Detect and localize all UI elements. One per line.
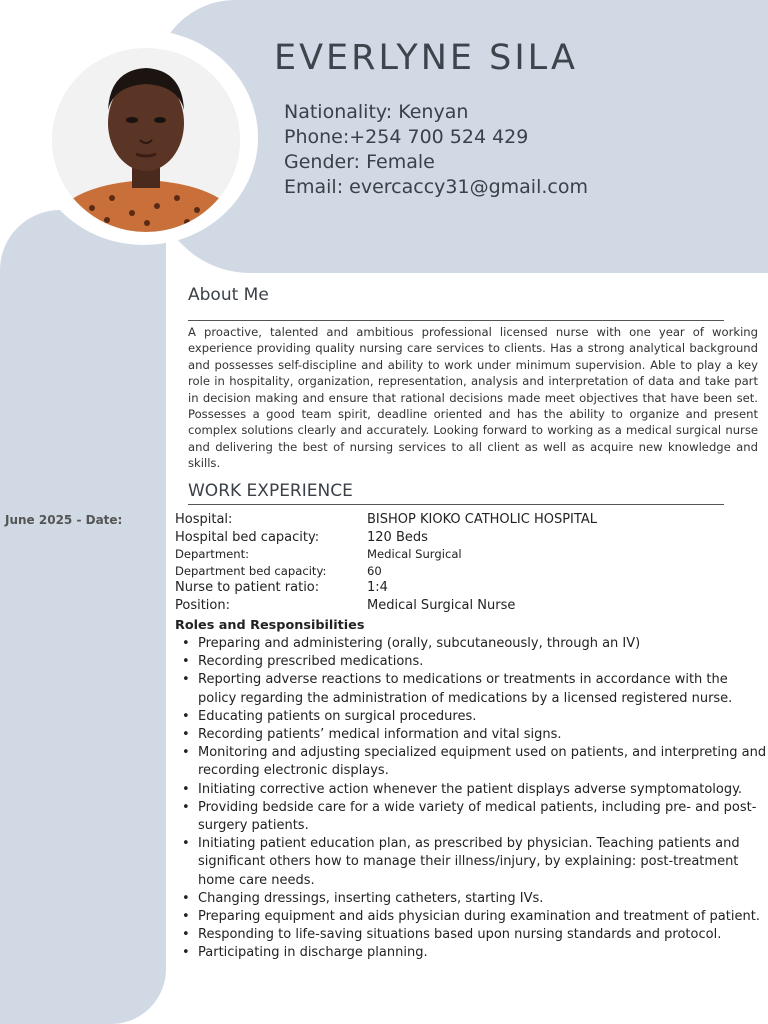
detail-row — [175, 530, 765, 548]
phone: Phone:+254 700 524 429 — [284, 126, 529, 148]
list-item: • Preparing and administering (orally, subcutaneously, through an IV) — [198, 635, 768, 653]
about-title: About Me — [188, 285, 269, 305]
list-item: • Recording patients’ medical information and vital signs. — [198, 726, 768, 744]
list-item: • Providing bedside care for a wide variety of medical patients, including pre- and post-surgery patients. — [198, 799, 768, 835]
list-item: • Initiating corrective action whenever the patient displays adverse symptomatology. — [198, 781, 768, 799]
work-divider — [188, 504, 724, 505]
detail-value: BISHOP KIOKO CATHOLIC HOSPITAL — [367, 512, 597, 527]
list-item: • Recording prescribed medications. — [198, 653, 768, 671]
about-divider — [188, 320, 724, 321]
detail-label: Position: — [175, 597, 230, 613]
detail-label: Department: — [175, 547, 250, 561]
list-item: • Initiating patient education plan, as prescribed by physician. Teaching patients and significant others how to manage their illness/injury, by explaining: post-treatment home care needs. — [198, 835, 768, 890]
detail-value: 60 — [367, 563, 382, 578]
contact-info — [284, 100, 588, 200]
list-item: • Educating patients on surgical procedures. — [198, 708, 768, 726]
employment-date: June 2025 - Date: — [5, 513, 123, 527]
detail-row — [175, 564, 765, 581]
roles-list — [198, 635, 768, 963]
detail-value: 1:4 — [367, 580, 388, 595]
detail-row — [175, 580, 765, 598]
list-item: • Preparing equipment and aids physician during examination and treatment of patient. — [198, 908, 768, 926]
list-item: • Participating in discharge planning. — [198, 944, 768, 962]
job-details — [175, 512, 765, 615]
list-item: • Responding to life-saving situations based upon nursing standards and protocol. — [198, 926, 768, 944]
email: Email: evercaccy31@gmail.com — [284, 176, 588, 198]
detail-row — [175, 547, 765, 564]
detail-label: Department bed capacity: — [175, 563, 327, 578]
gender: Gender: Female — [284, 151, 435, 173]
profile-photo — [52, 48, 240, 232]
work-experience-title: WORK EXPERIENCE — [188, 481, 353, 501]
detail-label: Hospital bed capacity: — [175, 529, 320, 545]
nationality: Nationality: Kenyan — [284, 101, 469, 123]
list-item: • Reporting adverse reactions to medications or treatments in accordance with the policy regarding the administration of medications by a licensed registered nurse. — [198, 671, 768, 707]
sidebar-background — [0, 210, 166, 1024]
roles-title: Roles and Responsibilities — [175, 618, 365, 633]
candidate-name: EVERLYNE SILA — [274, 38, 578, 78]
about-text: A proactive, talented and ambitious professional licensed nurse with one year of working experience providing quality nursing care services to clients. Has a strong analytical background and possesses self-discipline and ability to work under minimum supervision. Able to play a key role in hospitality, organization, representation, analysis and interpretation of data and take part in decision making and ensure that rational decisions made meet objectives that have been set. Possesses a good team spirit, deadline oriented and has the ability to organize and present complex solutions clearly and accurately. Looking forward to working as a medical surgical nurse and delivering the best of nursing services to all client as well as acquire new knowledge and skills. — [188, 325, 758, 471]
detail-row — [175, 512, 765, 530]
detail-value: Medical Surgical — [367, 547, 462, 561]
detail-label: Nurse to patient ratio: — [175, 580, 320, 595]
list-item: • Monitoring and adjusting specialized equipment used on patients, and interpreting and recording electronic displays. — [198, 744, 768, 780]
detail-row — [175, 598, 765, 616]
detail-value: Medical Surgical Nurse — [367, 597, 516, 613]
detail-value: 120 Beds — [367, 529, 428, 545]
list-item: • Changing dressings, inserting catheters, starting IVs. — [198, 890, 768, 908]
detail-label: Hospital: — [175, 512, 233, 527]
